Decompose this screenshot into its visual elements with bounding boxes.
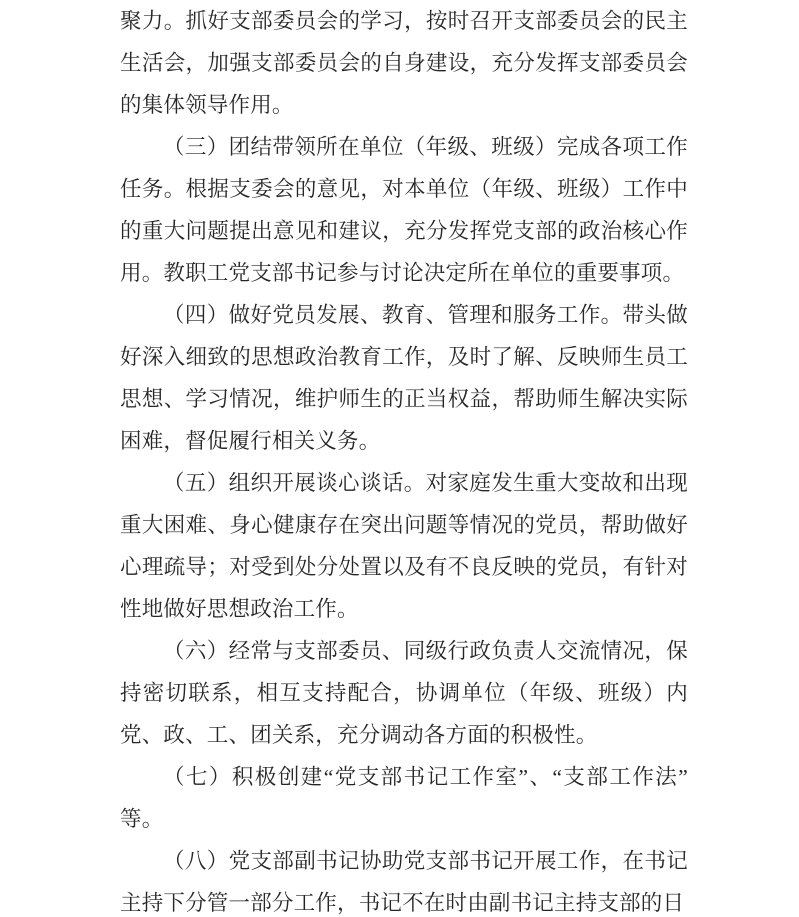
document-body [120,0,688,917]
paragraph-item-5: （五）组织开展谈心谈话。对家庭发生重大变故和出现重大困难、身心健康存在突出问题等情况的党员，帮助做好心理疏导；对受到处分处置以及有不良反映的党员，有针对性地做好思想政治工作。 [120,471,688,621]
paragraph-continuation: 聚力。抓好支部委员会的学习，按时召开支部委员会的民主生活会，加强支部委员会的自身建设，充分发挥支部委员会的集体领导作用。 [120,9,688,117]
paragraph-item-3: （三）团结带领所在单位（年级、班级）完成各项工作任务。根据支委会的意见，对本单位（年级、班级）工作中的重大问题提出意见和建议，充分发挥党支部的政治核心作用。教职工党支部书记参与讨论决定所在单位的重要事项。 [120,135,688,285]
paragraph-item-7: （七）积极创建“党支部书记工作室”、“支部工作法”等。 [120,765,688,831]
paragraph-item-6: （六）经常与支部委员、同级行政负责人交流情况，保持密切联系，相互支持配合，协调单位（年级、班级）内党、政、工、团关系，充分调动各方面的积极性。 [120,639,688,747]
paragraph-item-8: （八）党支部副书记协助党支部书记开展工作，在书记主持下分管一部分工作，书记不在时由副书记主持支部的日 [120,849,688,915]
paragraph-item-4: （四）做好党员发展、教育、管理和服务工作。带头做好深入细致的思想政治教育工作，及时了解、反映师生员工思想、学习情况，维护师生的正当权益，帮助师生解决实际困难，督促履行相关义务。 [120,303,688,453]
